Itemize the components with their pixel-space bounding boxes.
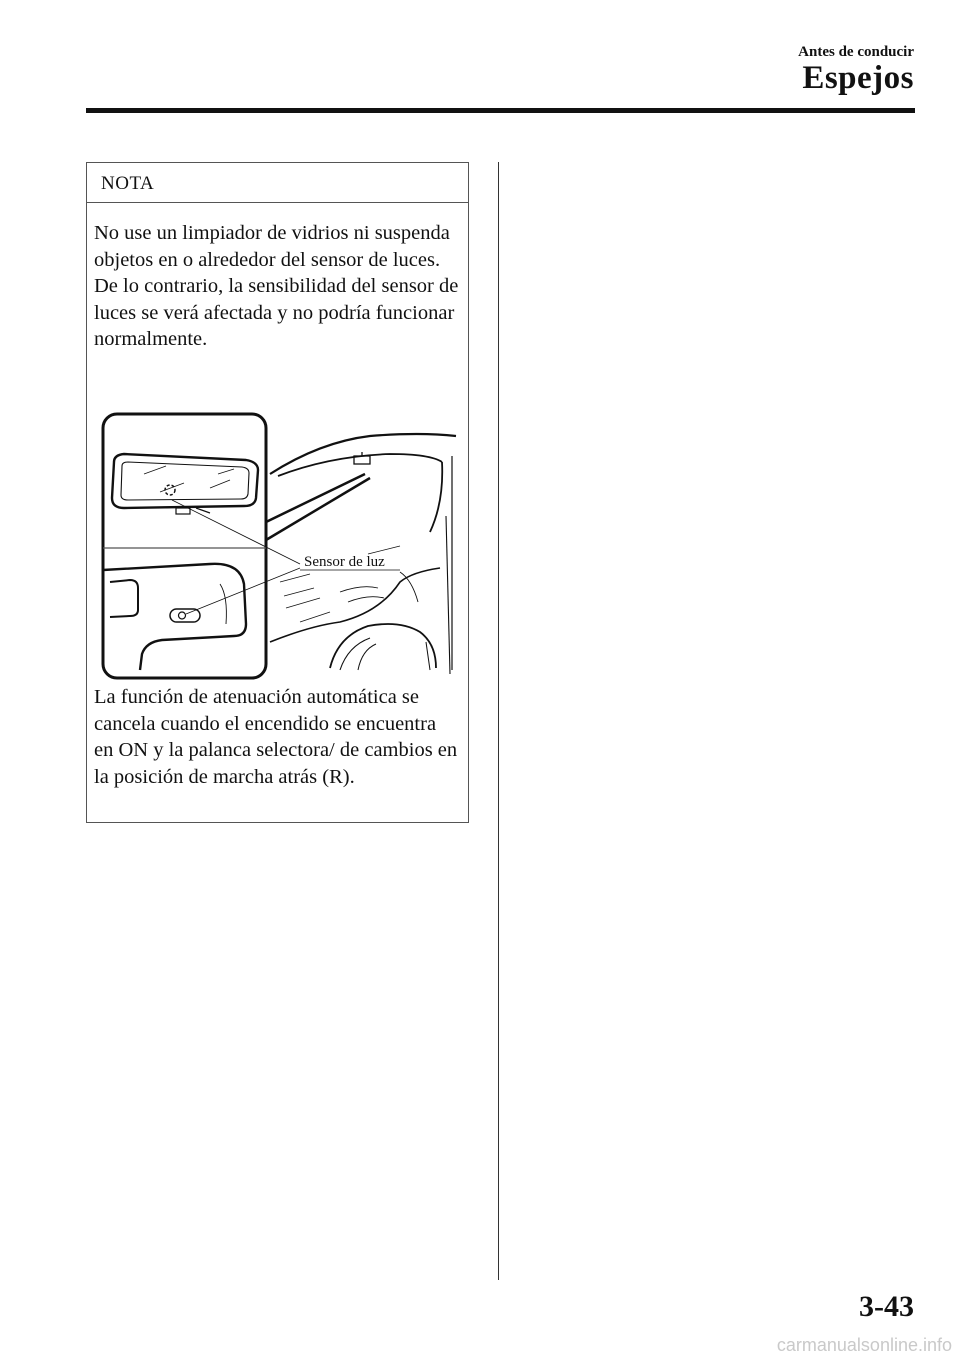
page-number: 3-43	[859, 1290, 914, 1323]
overhead-console-icon	[103, 564, 246, 670]
light-sensor-illustration	[100, 412, 460, 682]
header-rule	[86, 108, 915, 113]
figure-label-sensor: Sensor de luz	[304, 554, 385, 570]
note-paragraph-1: No use un limpiador de vidrios ni suspenda objetos en o alrededor del sensor de luces. De lo contrario, la sensibilidad del sensor de luces se verá afectada y no podría funcionar normalmente.	[94, 222, 459, 350]
note-label: NOTA	[101, 173, 155, 194]
note-box	[86, 162, 469, 823]
note-divider	[87, 202, 468, 203]
column-divider	[498, 162, 499, 1280]
note-paragraph-2: La función de atenuación automática se cancela cuando el encendido se encuentra en ON y la palanca selectora/ de cambios en la posición de marcha atrás (R).	[94, 686, 458, 788]
rear-view-mirror-icon	[112, 454, 258, 514]
page-title: Espejos	[802, 60, 914, 96]
watermark: carmanualsonline.info	[776, 1335, 952, 1355]
page-section-header: Antes de conducir	[798, 44, 914, 60]
mirror-sensor-marker	[165, 485, 175, 495]
leader-lines	[172, 474, 370, 614]
